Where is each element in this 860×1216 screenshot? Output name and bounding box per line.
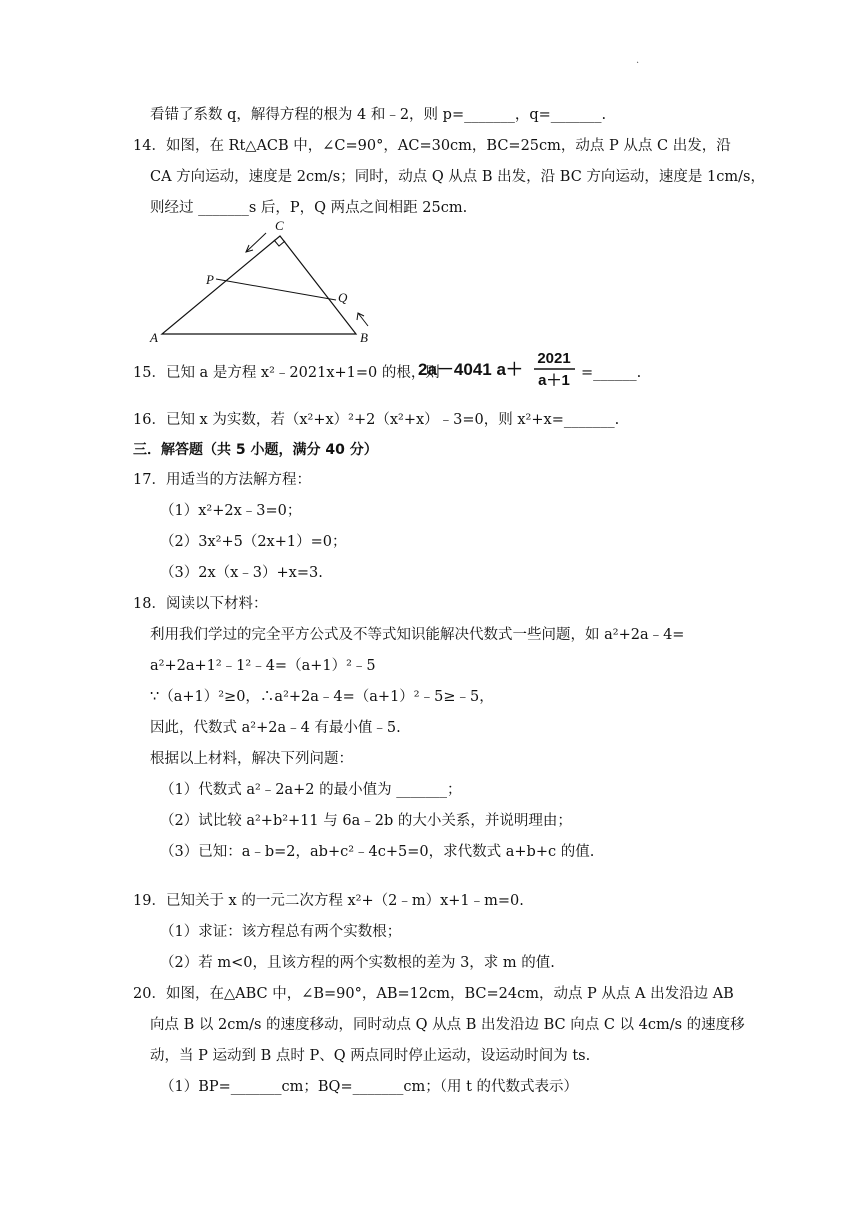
q18-material-line3: ∵（a+1）²≥0，∴a²+2a﹣4=（a+1）²﹣5≥﹣5，	[150, 689, 494, 705]
q18-part2: （2）试比较 a²+b²+11 与 6a﹣2b 的大小关系，并说明理由；	[160, 813, 572, 829]
q14-line3: 则经过 _______s 后，P，Q 两点之间相距 25cm.	[150, 200, 468, 216]
q15-blank: =______.	[581, 365, 642, 381]
q17-part1: （1）x²+2x﹣3=0；	[160, 503, 302, 519]
q14-line1: 14．如图，在 Rt△ACB 中，∠C=90°，AC=30cm，BC=25cm，动点 P 从点 C 出发，沿	[133, 138, 731, 154]
q18-heading: 18．阅读以下材料：	[133, 596, 268, 612]
q15-formula	[418, 348, 580, 388]
q13-continuation: 看错了系数 q，解得方程的根为 4 和﹣2，则 p=_______，q=_______.	[150, 107, 607, 123]
q20-line3: 动，当 P 运动到 B 点时 P、Q 两点同时停止运动，设运动时间为 ts.	[150, 1048, 591, 1064]
q18-part1: （1）代数式 a²﹣2a+2 的最小值为 _______；	[160, 782, 462, 798]
formula-numerator: 2021	[537, 350, 571, 367]
q18-material-line1: 利用我们学过的完全平方公式及不等式知识能解决代数式一些问题，如 a²+2a﹣4=	[150, 627, 685, 643]
q20-line1: 20．如图，在△ABC 中，∠B=90°，AB=12cm，BC=24cm，动点 P 从点 A 出发沿边 AB	[133, 986, 734, 1002]
q17-heading: 17．用适当的方法解方程：	[133, 472, 311, 488]
q14-line2: CA 方向运动，速度是 2cm/s；同时，动点 Q 从点 B 出发，沿 BC 方向运动，速度是 1cm/s，	[150, 169, 765, 185]
label-b: B	[360, 330, 368, 345]
triangle-figure	[140, 216, 380, 346]
q20-line2: 向点 B 以 2cm/s 的速度移动，同时动点 Q 从点 B 出发沿边 BC 向点 C 以 4cm/s 的速度移	[150, 1017, 745, 1033]
formula-denominator: a＋1	[538, 372, 570, 388]
q17-part2: （2）3x²+5（2x+1）=0；	[160, 534, 347, 550]
q18-material-line4: 因此，代数式 a²+2a﹣4 有最小值﹣5.	[150, 720, 401, 736]
q19-part1: （1）求证：该方程总有两个实数根；	[160, 924, 402, 940]
label-q: Q	[338, 290, 348, 305]
q19-heading: 19．已知关于 x 的一元二次方程 x²+（2﹣m）x+1﹣m=0.	[133, 893, 524, 909]
q18-part3: （3）已知：a﹣b=2，ab+c²﹣4c+5=0，求代数式 a+b+c 的值.	[160, 844, 595, 860]
q18-instruction: 根据以上材料，解决下列问题：	[150, 751, 353, 767]
q15-text: 15．已知 a 是方程 x²﹣2021x+1=0 的根，则	[133, 365, 440, 381]
label-c: C	[275, 218, 284, 233]
q18-material-line2: a²+2a+1²﹣1²﹣4=（a+1）²﹣5	[150, 658, 376, 674]
label-a: A	[150, 330, 158, 345]
arrow-p-direction	[246, 233, 266, 252]
label-p: P	[206, 272, 214, 287]
q16-text: 16．已知 x 为实数，若（x²+x）²+2（x²+x）﹣3=0，则 x²+x=_______.	[133, 412, 620, 428]
q17-part3: （3）2x（x﹣3）+x=3.	[160, 565, 323, 581]
section-three-heading: 三．解答题（共 5 小题，满分 40 分）	[133, 442, 378, 458]
page-mark: ·	[636, 58, 640, 69]
triangle-acb	[162, 236, 356, 334]
q19-part2: （2）若 m<0，且该方程的两个实数根的差为 3，求 m 的值.	[160, 955, 555, 971]
segment-pq	[216, 279, 336, 300]
q20-part1: （1）BP=_______cm；BQ=_______cm；（用 t 的代数式表示）	[160, 1079, 579, 1095]
formula-left: 2a－4041 a＋	[418, 360, 523, 379]
